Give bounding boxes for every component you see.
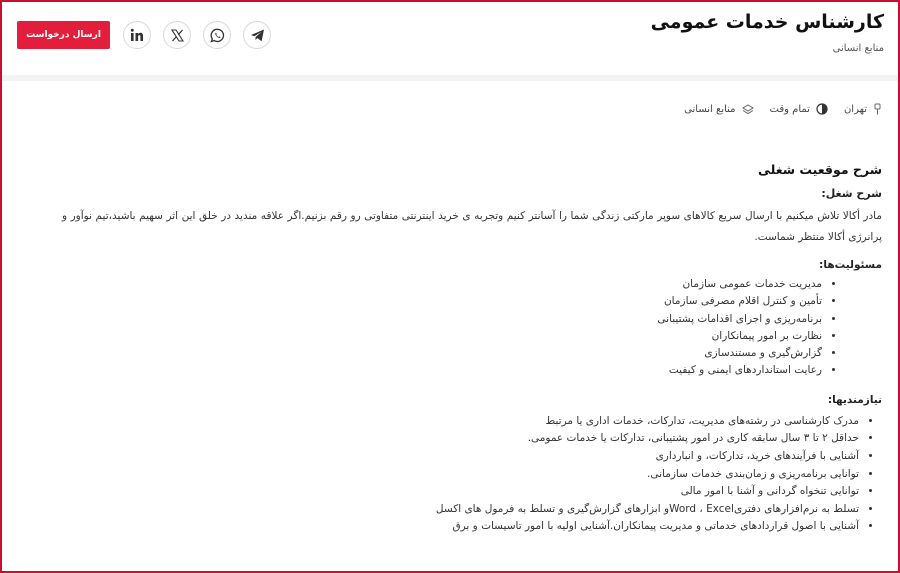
list-item: • توانایی برنامه‌ریزی و زمان‌بندی خدمات سازمانی. bbox=[62, 466, 859, 484]
list-item: • تأمین و کنترل اقلام مصرفی سازمان bbox=[62, 293, 822, 310]
list-item: • حداقل ۲ تا ۳ سال سابقه کاری در امور پشتیبانی، تدارکات یا خدمات عمومی. bbox=[62, 430, 859, 448]
whatsapp-icon bbox=[210, 28, 225, 43]
list-item: • رعایت استانداردهای ایمنی و کیفیت bbox=[62, 362, 822, 379]
section-title: شرح موقعیت شغلی bbox=[757, 162, 882, 177]
responsibilities-list bbox=[62, 276, 882, 380]
meta-location bbox=[844, 103, 882, 115]
list-item: • نظارت بر امور پیمانکاران bbox=[62, 328, 822, 345]
apply-button[interactable]: ارسال درخواست bbox=[17, 21, 110, 49]
meta-job-type-label: تمام وقت bbox=[769, 103, 810, 115]
linkedin-icon bbox=[130, 28, 144, 42]
x-icon bbox=[171, 29, 184, 42]
share-whatsapp-button[interactable] bbox=[203, 21, 231, 49]
list-item: • آشنایی با فرآیندهای خرید، تدارکات، و انبارداری bbox=[62, 448, 859, 466]
list-item: • تسلط به نرم‌افزارهای دفتری‌Word ، Excel‌و ابزارهای گزارش‌گیری و تسلط به فرمول های اکسل bbox=[62, 501, 859, 519]
header-divider bbox=[2, 75, 898, 81]
clock-half-icon bbox=[816, 103, 828, 115]
job-department: منابع انسانی bbox=[832, 43, 884, 54]
share-linkedin-button[interactable] bbox=[123, 21, 151, 49]
share-x-button[interactable] bbox=[163, 21, 191, 49]
responsibilities-title: مسئولیت‌ها: bbox=[819, 259, 882, 271]
description-text: مادر أکالا تلاش میکنیم با ارسال سریع کالاهای سوپر مارکتی زندگی شما را آسانتر کنیم وتجربه ی خرید اینترنتی متفاوتی رو رقم بزنیم.اگر علاقه مندید در خلق این اثر سهیم باشید،تیم نوآور و پرانرژی أکالا منتظر شماست. bbox=[62, 210, 882, 243]
list-item: • مدیریت خدمات عمومی سازمان bbox=[62, 276, 822, 293]
location-pin-icon bbox=[873, 103, 882, 115]
meta-category bbox=[684, 104, 753, 115]
meta-location-label: تهران bbox=[843, 103, 867, 115]
requirements-title: نیازمندیها: bbox=[827, 393, 882, 406]
share-telegram-button[interactable] bbox=[243, 21, 271, 49]
telegram-icon bbox=[250, 28, 265, 43]
description-title: شرح شغل: bbox=[821, 187, 882, 200]
meta-job-type bbox=[770, 103, 828, 115]
requirements-list bbox=[62, 413, 882, 536]
list-item: • برنامه‌ریزی و اجرای اقدامات پشتیبانی bbox=[62, 311, 822, 328]
layers-icon bbox=[742, 104, 754, 115]
job-description-content bbox=[62, 162, 882, 536]
job-header bbox=[2, 2, 898, 78]
list-item: • گزارش‌گیری و مستندسازی bbox=[62, 345, 822, 362]
list-item: • مدرک کارشناسی در رشته‌های مدیریت، تدارکات، خدمات اداری یا مرتبط bbox=[62, 413, 859, 431]
job-meta-row bbox=[684, 103, 882, 115]
list-item: • توانایی تنخواه گردانی و آشنا با امور مالی bbox=[62, 483, 859, 501]
list-item: • آشنایی با اصول قراردادهای خدماتی و مدیریت پیمانکاران.آشنایی اولیه با امور تاسیسات و برق bbox=[62, 518, 859, 536]
job-title: کارشناس خدمات عمومی bbox=[650, 11, 884, 33]
meta-category-label: منابع انسانی bbox=[684, 103, 736, 115]
